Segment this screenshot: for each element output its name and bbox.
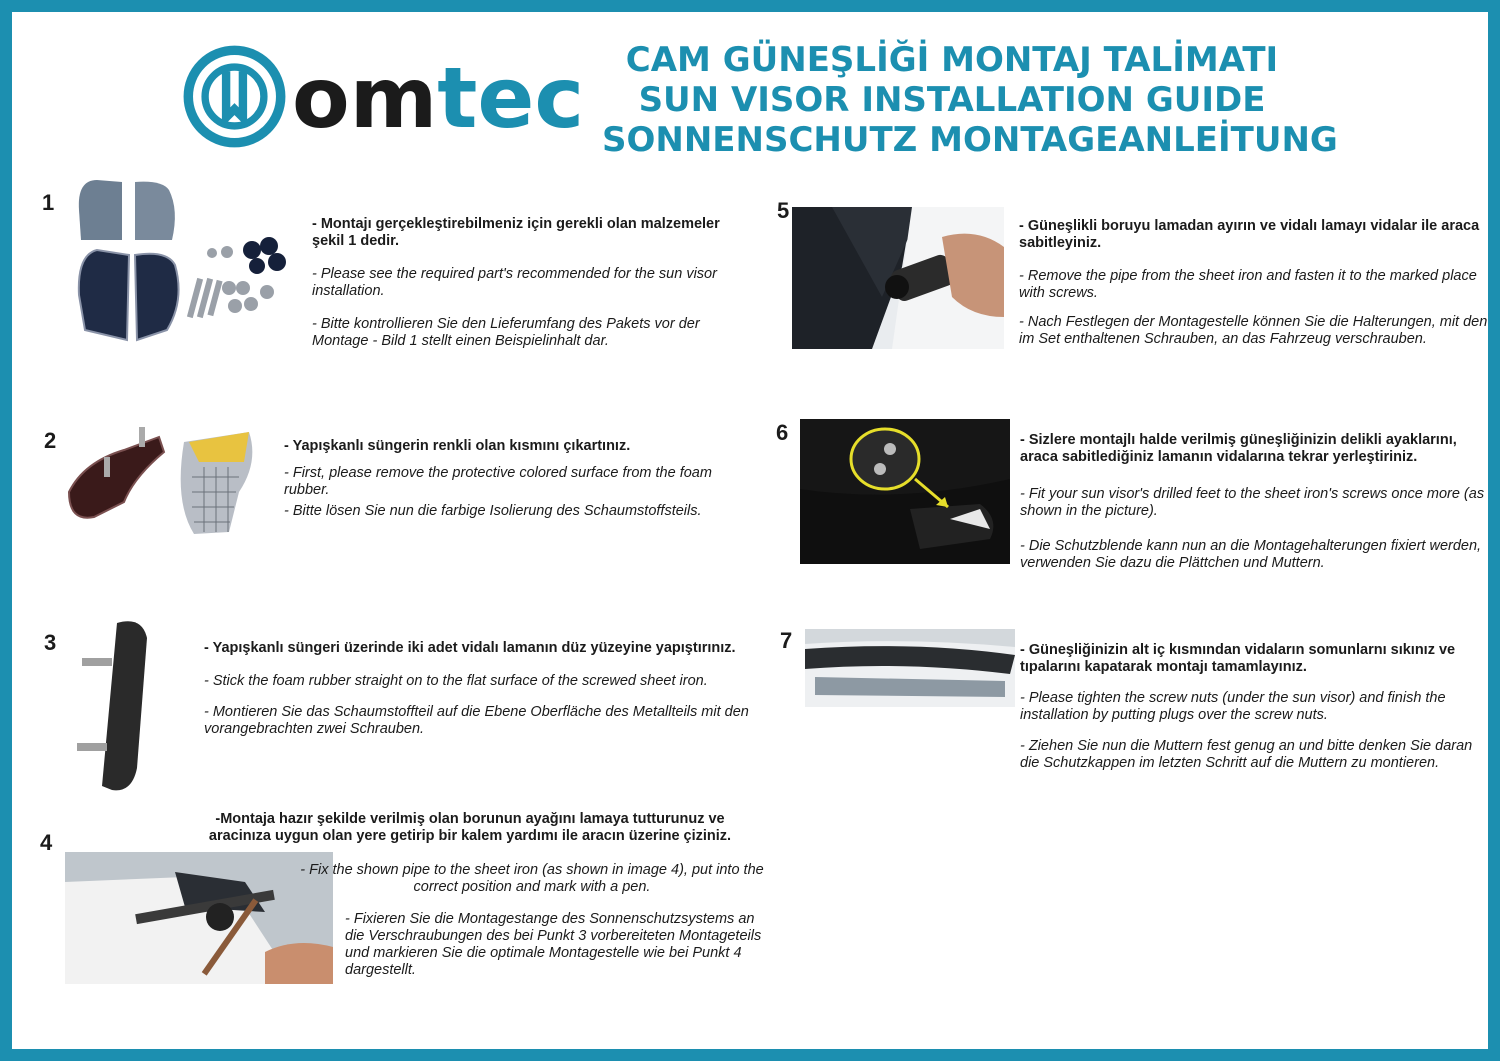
omtec-logo [182,40,602,150]
step-3-en: - Stick the foam rubber straight on to the flat surface of the screwed sheet iron. [204,673,708,689]
step-1-image [67,170,297,350]
step-2-image [64,422,264,542]
step-1-tr: - Montajı gerçekleştirebilmeniz için gerekli olan malzemeler şekil 1 dedir. [312,216,720,249]
step-7-en: - Please tighten the screw nuts (under the sun visor) and finish the installation by putting plugs over the screw nuts. [1020,690,1446,723]
step-2-de: - Bitte lösen Sie nun die farbige Isolierung des Schaumstoffsteils. [284,503,702,519]
step-4-de-block [345,911,775,995]
step-2-tr: - Yapışkanlı süngerin renkli olan kısmını çıkartınız. [284,438,631,454]
step-6-tr: - Sizlere montajlı halde verilmiş güneşliğinizin delikli ayaklarını, araca sabitlediğiniz lamanın vidalarına tekrar yerleştiriniz. [1020,432,1457,465]
step-6-en: - Fit your sun visor's drilled feet to the sheet iron's screws once more (as shown in the picture). [1020,486,1485,519]
step-5-en: - Remove the pipe from the sheet iron and fasten it to the marked place with screws. [1019,268,1477,301]
step-2-en: - First, please remove the protective colored surface from the foam rubber. [284,465,712,498]
step-number: 2 [44,428,57,453]
step-4-image [65,852,333,984]
step-number: 5 [777,198,790,223]
step-7-text [1020,642,1490,788]
step-number: 3 [44,630,57,655]
step-1-en: - Please see the required part's recommended for the sun visor installation. [312,266,717,299]
step-7-de: - Ziehen Sie nun die Muttern fest genug an und bitte denken Sie daran die Schutzkappen im letzten Schritt auf die Muttern zu montieren. [1020,738,1473,771]
step-number: 4 [40,830,53,855]
title-turkish: CAM GÜNEŞLİĞİ MONTAJ TALİMATI [625,40,1279,80]
step-5-de: - Nach Festlegen der Montagestelle können Sie die Halterungen, mit den im Set enthaltenen Schrauben, an das Fahrzeug verschrauben. [1019,314,1488,347]
step-4-en: - Fix the shown pipe to the sheet iron (as shown in image 4), put into the correct position and mark with a pen. [300,862,764,895]
step-1-text [312,216,752,366]
step-3-tr: - Yapışkanlı süngeri üzerinde iki adet vidalı lamanın düz yüzeyine yapıştırınız. [204,640,736,656]
step-6-text [1020,432,1490,588]
step-7-image [805,629,1015,707]
step-3-image [72,608,177,803]
step-number: 6 [776,420,789,445]
step-3-text [204,640,754,754]
step-5-image [792,207,1004,349]
step-number: 7 [780,628,793,653]
logo-wordmark [292,48,584,148]
logo-blue-part: tec [437,49,585,147]
omtec-emblem-icon [182,44,287,149]
step-7-tr: - Güneşliğinizin alt iç kısmından vidaların somunlarnı sıkınız ve tıpalarını kapatarak montajı tamamlayınız. [1020,642,1456,675]
step-3-de: - Montieren Sie das Schaumstoffteil auf die Ebene Oberfläche des Metallteils mit den vorangebrachten zwei Schrauben. [204,704,749,737]
step-2-text [284,438,754,536]
title-english: SUN VISOR INSTALLATION GUIDE [638,80,1266,120]
title-block [602,40,1338,160]
step-1-de: - Bitte kontrollieren Sie den Lieferumfang des Pakets vor der Montage - Bild 1 stellt einen Beispielinhalt dar. [312,316,700,349]
step-5-text [1019,218,1489,364]
step-number: 1 [42,190,55,215]
step-4-en-block [297,862,767,910]
step-6-image [800,419,1010,564]
step-4-de: - Fixieren Sie die Montagestange des Sonnenschutzsystems an die Verschraubungen des bei Punkt 3 vorbereiteten Montageteils und markieren Sie die optimale Montagestelle wie bei Punkt 4 dargestellt. [345,911,762,978]
step-4-tr: -Montaja hazır şekilde verilmiş olan borunun ayağını lamaya tutturunuz ve aracinıza uygun olan yere getirip bir kalem yardımı ile aracın üzerine çiziniz. [208,811,732,844]
step-6-de: - Die Schutzblende kann nun an die Montagehalterungen fixiert werden, verwenden Sie dazu die Plättchen und Muttern. [1020,538,1482,571]
title-german: SONNENSCHUTZ MONTAGEANLEİTUNG [602,120,1338,160]
step-5-tr: - Güneşlikli boruyu lamadan ayırın ve vidalı lamayı vidalar ile araca sabitleyiniz. [1019,218,1480,251]
logo-dark-part: om [292,49,438,147]
